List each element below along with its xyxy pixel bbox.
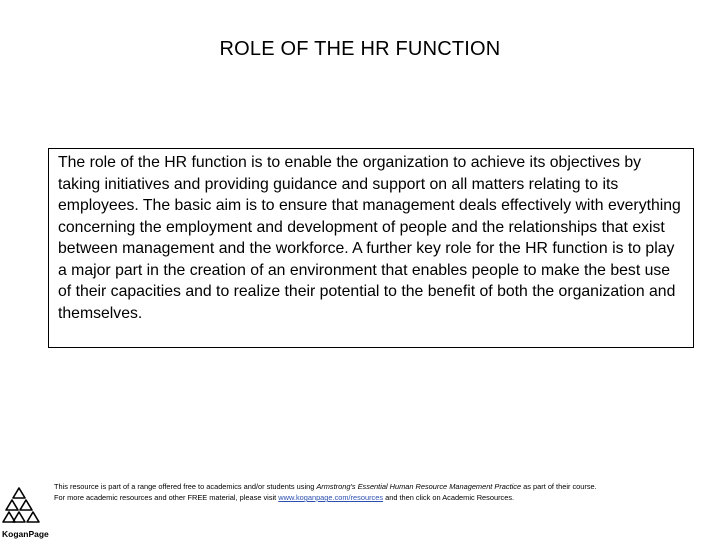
footer-line-2-suffix: and then click on Academic Resources. bbox=[383, 493, 515, 502]
koganpage-logo bbox=[2, 486, 50, 540]
footer-line-2 bbox=[54, 492, 720, 503]
footer-text bbox=[54, 481, 720, 503]
footer-line-1-suffix: as part of their course. bbox=[521, 482, 597, 491]
resources-link[interactable]: www.koganpage.com/resources bbox=[278, 493, 384, 502]
body-text-box bbox=[48, 148, 694, 348]
footer-line-1-prefix: This resource is part of a range offered free to academics and/or students using bbox=[54, 482, 317, 491]
logo-wordmark: KoganPage bbox=[2, 529, 49, 539]
slide-title: ROLE OF THE HR FUNCTION bbox=[219, 38, 501, 60]
footer-book-title: Armstrong's Essential Human Resource Management Practice bbox=[316, 482, 522, 491]
footer-line-1 bbox=[54, 481, 720, 492]
footer-line-2-prefix: For more academic resources and other FREE material, please visit bbox=[54, 493, 279, 502]
body-paragraph: The role of the HR function is to enable the organization to achieve its objectives by taking initiatives and providing guidance and support on all matters relating to its employees. The basic aim is to ensure that management deals effectively with everything concerning the employment and development of people and the relationships that exist between management and the workforce. A further key role for the HR function is to play a major part in the creation of an environment that enables people to make the best use of their capacities and to realize their potential to the benefit of both the organization and themselves. bbox=[58, 154, 681, 322]
